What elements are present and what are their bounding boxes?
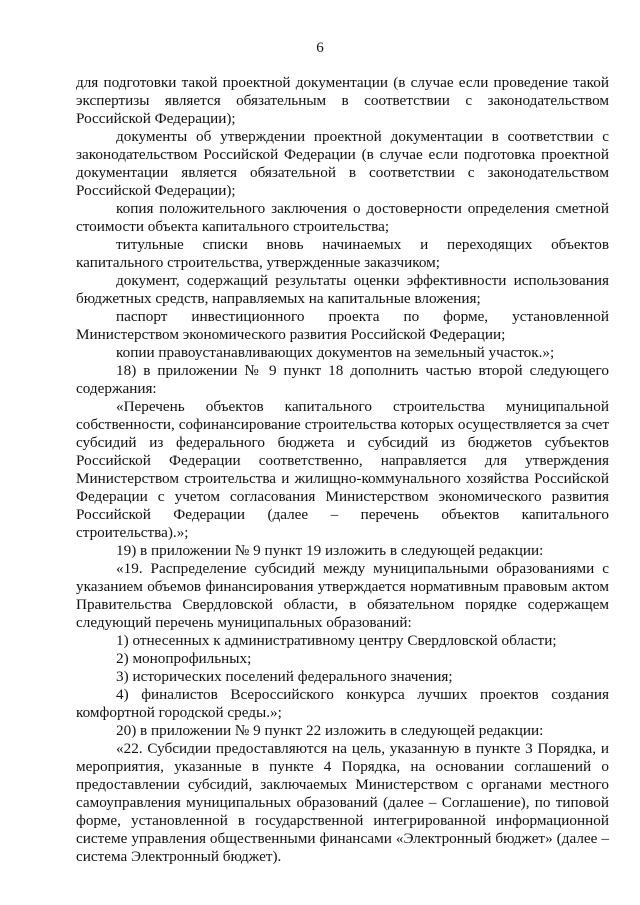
paragraph: паспорт инвестиционного проекта по форме, установленной Министерством экономического развития Российской Федерации; [76,308,609,343]
paragraph: 19) в приложении № 9 пункт 19 изложить в следующей редакции: [116,542,544,559]
paragraph: копии правоустанавливающих документов на земельный участок.»; [116,344,555,361]
paragraph: «Перечень объектов капитального строительства муниципальной собственности, софинансирование строительства которых осуществляется за счет субсидий из федерального бюджета и субсидий из бюджетов субъектов Российской Федерации соответственно, направляется для утверждения Министерством строительства и жилищно-коммунального хозяйства Российской Федерации с учетом согласования Министерством экономического развития Российской Федерации (далее – перечень объектов капитального строительства).»; [76,398,609,541]
paragraph: «22. Субсидии предоставляются на цель, указанную в пункте 3 Порядка, и мероприятия, указанные в пункте 4 Порядка, на основании соглашений о предоставлении субсидий, заключаемых Министерством с органами местного самоуправления муниципальных образований (далее – Соглашение), по типовой форме, установленной в государственной интегрированной информационной системе управления общественными финансами «Электронный бюджет» (далее – система Электронный бюджет). [76,740,609,865]
paragraph: 18) в приложении № 9 пункт 18 дополнить частью второй следующего содержания: [76,362,609,397]
paragraph: титульные списки вновь начинаемых и переходящих объектов капитального строительства, утвержденные заказчиком; [76,236,609,271]
page-number: 6 [316,40,324,56]
paragraph: «19. Распределение субсидий между муниципальными образованиями с указанием объемов финансирования утверждается нормативным правовым актом Правительства Свердловской области, в обязательном порядке содержащем следующий перечень муниципальных образований: [76,560,609,631]
paragraph: документ, содержащий результаты оценки эффективности использования бюджетных средств, направляемых на капитальные вложения; [76,272,609,307]
list-item: 1) отнесенных к административному центру Свердловской области; [116,632,557,649]
document-body [76,74,609,866]
paragraph: для подготовки такой проектной документации (в случае если проведение такой экспертизы является обязательным в соответствии с законодательством Российской Федерации); [76,74,609,127]
paragraph: копия положительного заключения о достоверности определения сметной стоимости объекта капитального строительства; [76,200,609,235]
list-item: 2) монопрофильных; [116,650,252,667]
list-item: 3) исторических поселений федерального значения; [116,668,453,685]
paragraph: 20) в приложении № 9 пункт 22 изложить в следующей редакции: [116,722,544,739]
paragraph: документы об утверждении проектной документации в соответствии с законодательством Российской Федерации (в случае если подготовка проектной документации является обязательной в соответствии с законодательством Российской Федерации); [76,128,609,199]
list-item: 4) финалистов Всероссийского конкурса лучших проектов создания комфортной городской среды.»; [76,686,609,721]
